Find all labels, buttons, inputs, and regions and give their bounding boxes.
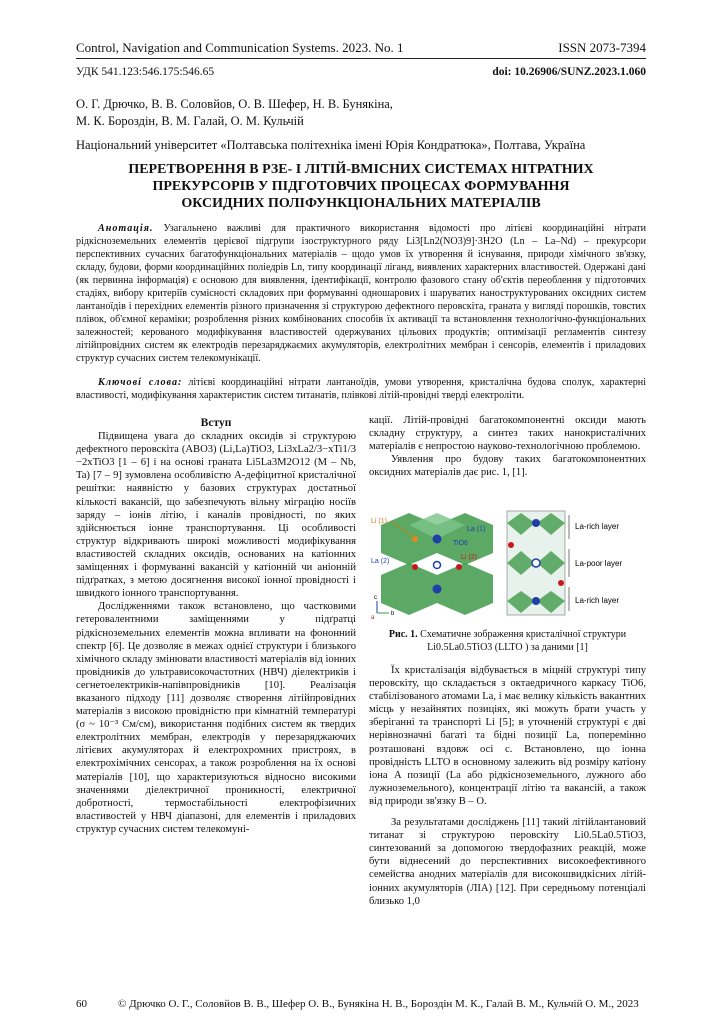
li-atom	[508, 542, 514, 548]
axis-label-b: b	[391, 611, 395, 617]
label-la2: La (2)	[371, 558, 390, 565]
la-atom	[532, 519, 540, 527]
abstract-label: Анотація.	[98, 223, 154, 234]
intro-paragraph-1: Підвищена увага до складних оксидів зі структурою дефектного перовскіта (ABO3) (Li,La)TiO3, Li3xLa2/3−xTi1/3 −2xTiO3 [1 – 6] і на основі граната Li5La3M2O12 (M – Nb, Ta) [7 – 9] зумовлена особливістю А-дефіцитної кристалічної решітки: наявністю у базових структурах достатньої кількості вакансій, що забезпечують вільну міграцію носіїв заряду – іонів літію, і каналів провідності, по яких здійснюється іонне транспортування. Ці особливості структур відкривають широкі можливості модифікування властивостей складних оксидів, основаних на катіонних заміщеннях і формуванні вакансій у катіонній чи аніонній підґратках, з метою досягнення високої іонної провідності і швидкого іонного транспортування.	[76, 431, 356, 600]
li-atom	[456, 564, 462, 570]
li-atom	[558, 580, 564, 586]
right-column-bottom	[369, 664, 646, 908]
keywords	[76, 376, 646, 402]
title-line-1: ПЕРЕТВОРЕННЯ В РЗЕ- І ЛІТІЙ-ВМІСНИХ СИСТЕМАХ НІТРАТНИХ	[128, 162, 594, 177]
authors	[76, 96, 393, 130]
right-paragraph-2: Уявлення про будову таких багатокомпонентних оксидних матеріалів дає рис. 1, [1].	[369, 454, 646, 479]
label-la1: La (1)	[467, 526, 486, 533]
keywords-label: Ключові слова:	[98, 377, 183, 388]
octahedron-3	[381, 563, 437, 615]
la-atom	[433, 535, 442, 544]
label-li1: Li (1)	[371, 518, 387, 525]
abstract-text: Узагальнено важливі для практичного використання відомості про літієві координаційні нітрати рідкісноземельних елементів церієвої підгрупи ізоструктурного ряду Li3[Ln2(NO3)9]·3H2O (Ln – La–Nd) – прекурсори перспективних сучасних багатофункціональних матеріалів – щодо умов їх утворення й існування, природи хімічного зв'язку, складу, будови, форми координаційних поліедрів Ln, типу координації ліганд, виявлених характерних властивостей. Одержані дані (як первинна інформація) є основою для виявлення, ідентифікації, контролю фазового стану об'єктів переоблення у підготовчих стадіях, вибору критеріїв сумісності складових при формуванні одношарових і шаруватих наноструктурованих оксидних систем лантаноїдів і перехідних елементів різного призначення зі структурою дефектного перовскіта, граната у вигляді порошків, товстих плівок, об'ємної кераміки; розроблення різних комбінованих способів їх активації та встановлення технологічно-функціональних залежностей; керованого модифікування властивостей одержуваних цільових продуктів; оптимізації регламентів синтезу літійпровідних систем як електродів перезаряджаємих акумуляторів, електролітних мембран і сенсорів, елементів і приладових структур сучасних систем телекомунікації.	[76, 223, 646, 364]
octahedron-4	[437, 563, 493, 615]
la-atom	[532, 597, 540, 605]
label-la-rich-bottom: La-rich layer	[575, 596, 620, 605]
title-line-2: ПРЕКУРСОРІВ У ПІДГОТОВЧИХ ПРОЦЕСАХ ФОРМУВАННЯ	[152, 179, 570, 194]
axis-label-a: a	[371, 615, 375, 620]
authors-line-2: М. К. Бороздін, В. М. Галай, О. М. Кульчій	[76, 114, 304, 128]
right-paragraph-3: Їх кристалізація відбувається в міцній структурі типу перовскіту, що складається з октаедричного каркасу TiO6, стабілізованого атомами La, і має велику кількість вакантних місць у незайнятих позиціях, які можуть брати участь у зберіганні та транспорті Li [5]; в уточненій структурі є дві нерівнозначні багаті та бідні позиції La, поперемінно розташовані вздовж осі c. Встановлено, що іонна провідність LLTO в основному залежить від розміру катіону іона A позиції (La або рідкісноземельного, лужного або лужноземельного), концентрації літію та вакансій, а також від природи зв'язку B – O.	[369, 665, 646, 807]
right-column-top	[369, 414, 646, 479]
copyright: © Дрючко О. Г., Соловйов В. В., Шефер О. В., Бунякіна Н. В., Бороздін М. К., Галай В. М., Кульчій О. М., 2023	[118, 998, 639, 1010]
label-la-poor: La-poor layer	[575, 559, 623, 568]
keywords-text: літієві координаційні нітрати лантаноїдів, умови утворення, кристалічна будова сполук, характерні властивості, модифікування характеристик систем титанатів, плівкові літій-провідні тверді електроліти.	[76, 377, 646, 401]
doi[interactable]: doi: 10.26906/SUNZ.2023.1.060	[492, 66, 646, 78]
axis-label-c: c	[374, 595, 377, 601]
title-line-3: ОКСИДНИХ ПОЛІФУНКЦІОНАЛЬНИХ МАТЕРІАЛІВ	[181, 196, 541, 211]
header-rule	[76, 58, 646, 59]
figure-caption	[369, 628, 646, 654]
page-number: 60	[76, 998, 87, 1010]
page	[76, 0, 646, 1024]
label-tio6: TiO6	[453, 540, 468, 547]
authors-line-1: О. Г. Дрючко, В. В. Соловйов, О. В. Шефер, Н. В. Бунякіна,	[76, 97, 393, 111]
right-paragraph-1: кації. Літій-провідні багатокомпонентні оксиди мають складну структуру, а синтез таких нанокристалічних матеріалів є непростою науково-технологічною проблемою.	[369, 415, 646, 453]
right-paragraph-4: За результатами досліджень [11] такий літійлантановий титанат зі структурою перовскіту Li0.5La0.5TiO3, синтезований за допомогою твердофазних реакцій, може бути віднесений до перспективних високоефективного семейства анодних матеріалів для високошвидкісних літій-іонних акумуляторів (ЛІА) [12]. При середньому потенціалі близько 1,0	[369, 817, 646, 907]
figure-crystal-structure	[369, 505, 646, 620]
label-la-rich-top: La-rich layer	[575, 522, 620, 531]
layered-structure	[507, 511, 565, 615]
la-atom-half	[434, 562, 441, 569]
section-heading: Вступ	[200, 417, 232, 429]
label-li2: Li (2)	[461, 554, 477, 561]
abstract	[76, 222, 646, 365]
left-column	[76, 417, 356, 1007]
caption-label: Рис. 1.	[388, 629, 418, 640]
intro-paragraph-2: Дослідженнями також встановлено, що частковими гетеровалентними заміщеннями у підґратці рідкісноземельних елементів можна впливати на фононний спектр [6]. Це дозволяє в межах однієї структури і близького хімічного складу змінювати властивості матеріалів від іонних провідників до ультрависокочастотних (НВЧ) діелектриків і сегнетоелектриків-напівпровідників [10]. Реалізація вказаного підходу [11] дозволяє створення літійпровідних матеріалів з високою провідністю при кімнатній температурі (σ ~ 10⁻³ См/см), використання подібних систем як твердих електролітних мембран, електродів у перезаряджаючих літієвих акумуляторах й електрохромних пристроях, в електрохімічних сенсорах, а також розроблення на їх основі матеріалів [10], що характеризуються відносно високими значеннями діелектричної проникності, електричної добротності, термостабільності електрофізичних властивостей у НВЧ діапазоні, для елементів і приладових структур сучасних систем телекомуні-	[76, 601, 356, 835]
li-atom	[412, 564, 418, 570]
journal-title: Control, Navigation and Communication Systems. 2023. No. 1	[76, 40, 404, 55]
udk: УДК 541.123:546.175:546.65	[76, 66, 215, 78]
la-atom	[433, 585, 442, 594]
affiliation: Національний університет «Полтавська політехніка імені Юрія Кондратюка», Полтава, Україна	[76, 138, 586, 152]
la-atom-half	[532, 559, 540, 567]
issn: ISSN 2073-7394	[558, 40, 646, 55]
paper-title	[76, 161, 646, 212]
caption-text: Схематичне зображення кристалічної структури Li0.5La0.5TiO3 (LLTO ) за даними [1]	[420, 629, 627, 653]
